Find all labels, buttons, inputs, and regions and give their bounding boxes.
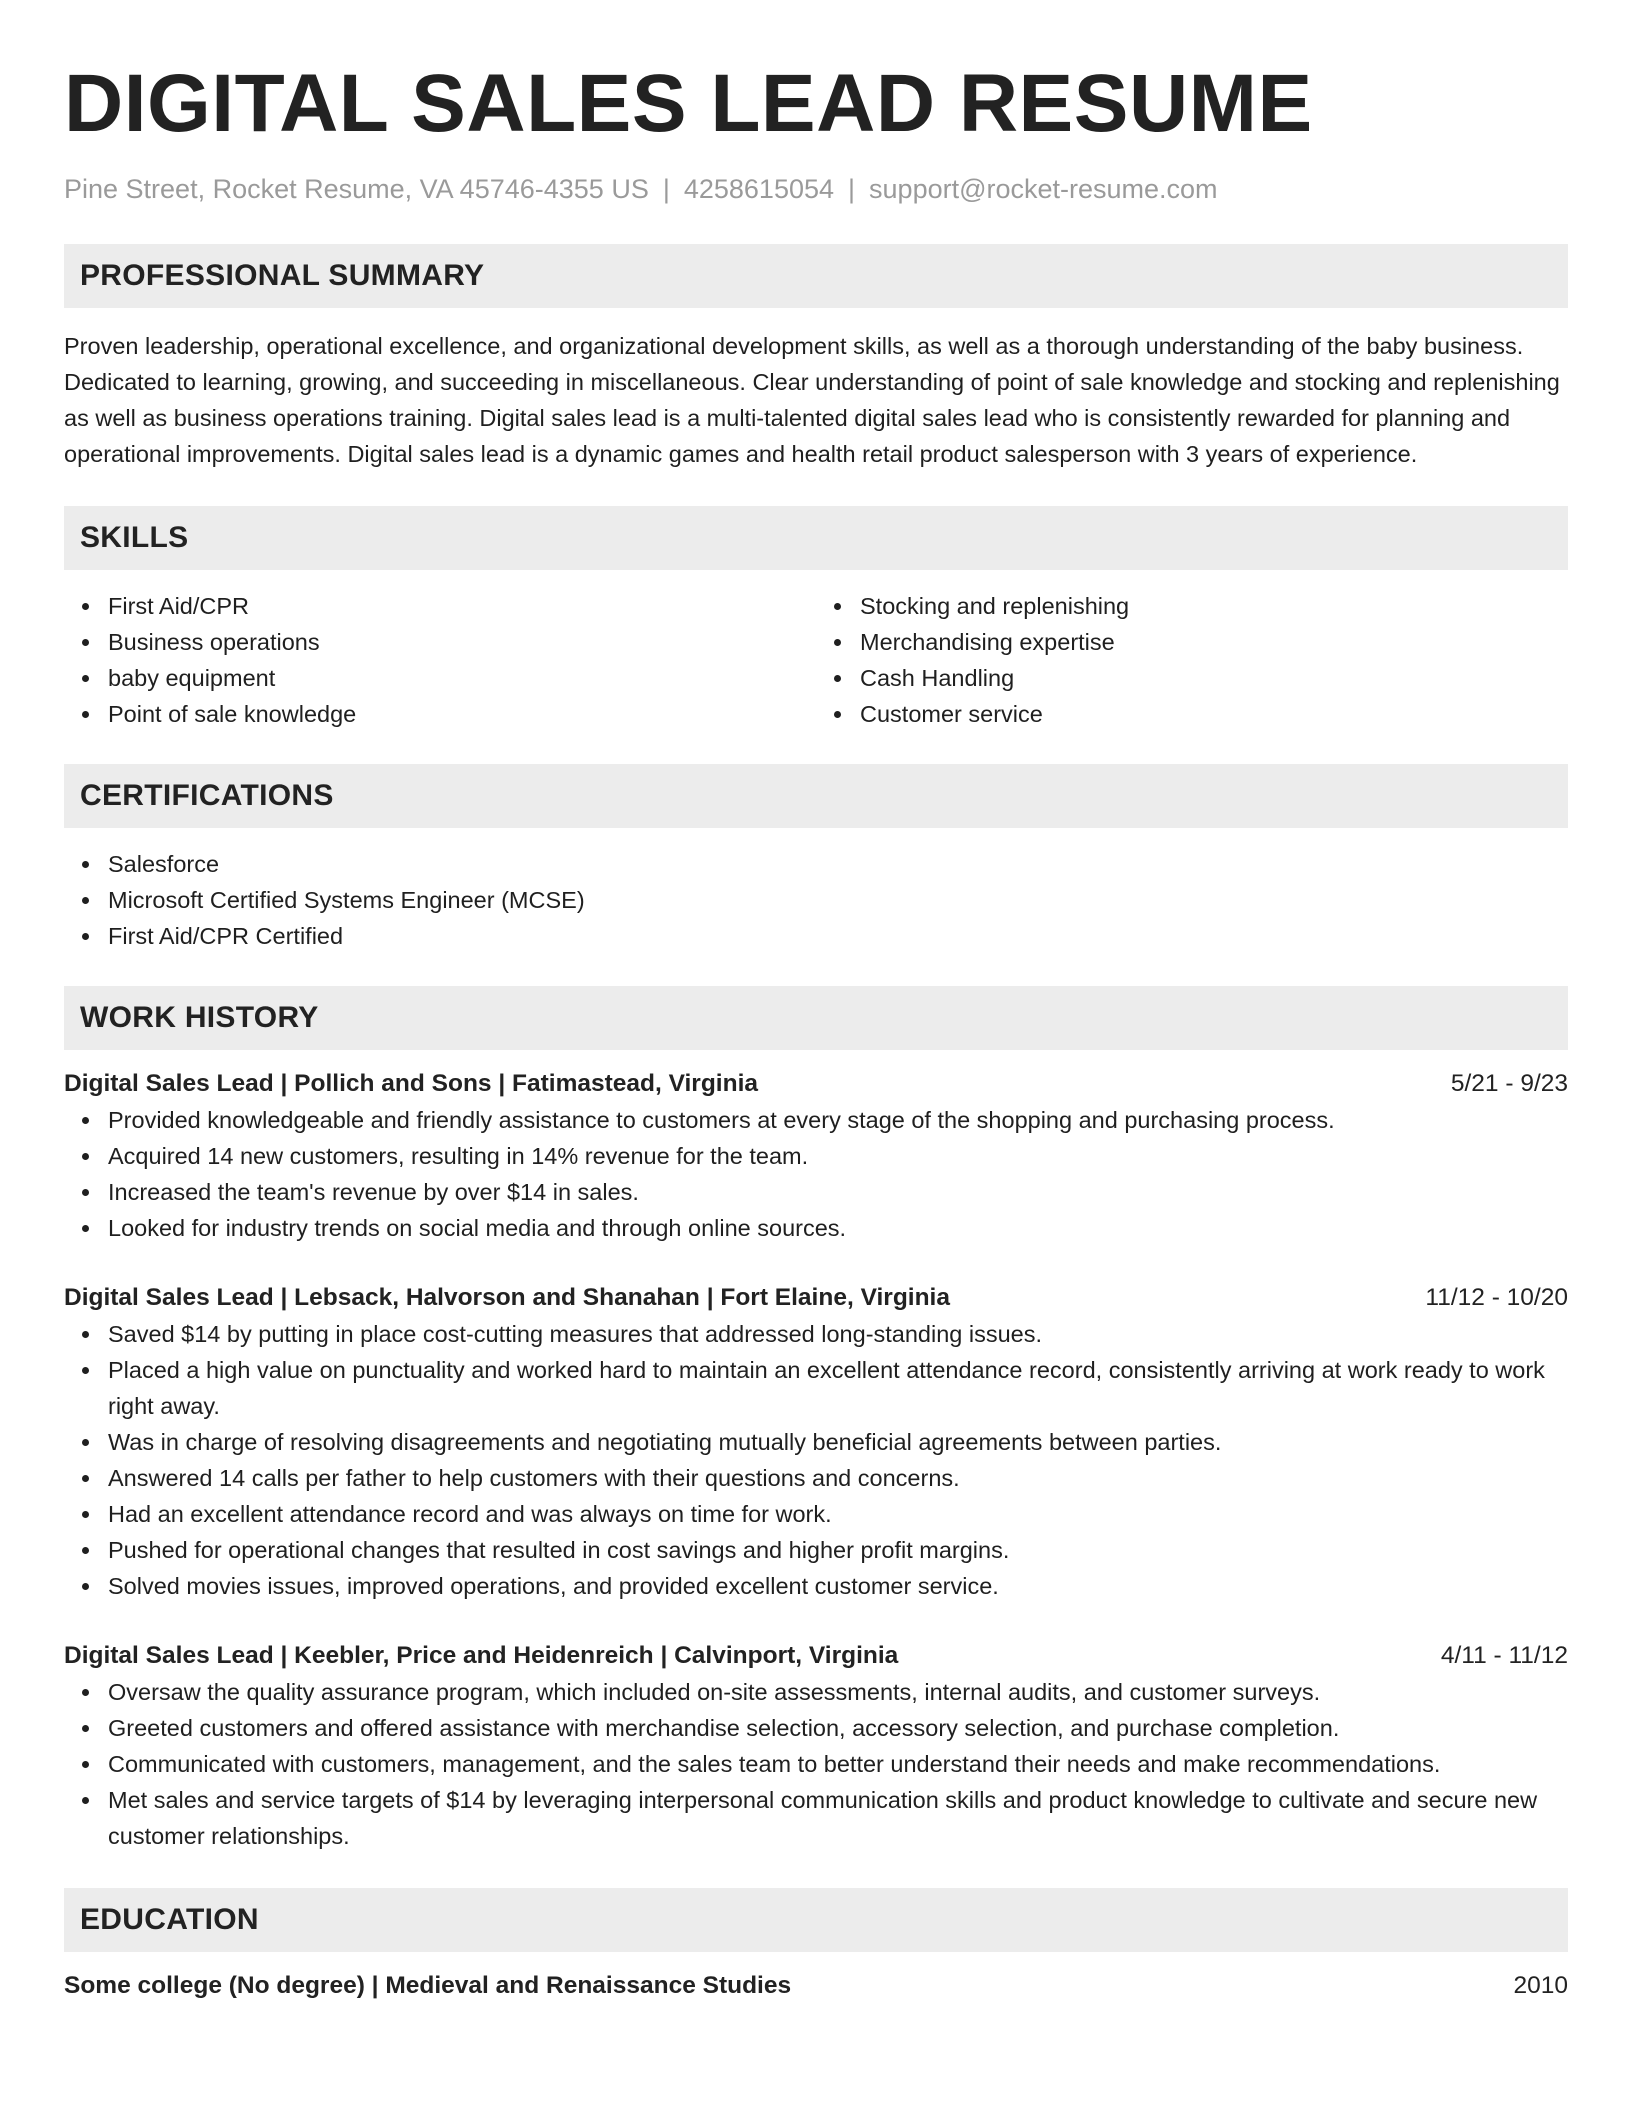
job-bullet: Increased the team's revenue by over $14 in sales. — [108, 1174, 1568, 1210]
job-bullet: Provided knowledgeable and friendly assistance to customers at every stage of the shopping and purchasing process. — [108, 1102, 1568, 1138]
job-header — [64, 1280, 1568, 1316]
summary-text: Proven leadership, operational excellence, and organizational development skills, as well as a thorough understanding of the baby business. Dedicated to learning, growing, and succeeding in miscellaneous. Clear understanding of point of sale knowledge and stocking and replenishing as well as business operations training. Digital sales lead is a multi-talented digital sales lead who is consistently rewarded for planning and operational improvements. Digital sales lead is a dynamic games and health retail product salesperson with 3 years of experience. — [64, 333, 1560, 467]
skills-section-header — [64, 506, 1568, 570]
education-year: 2010 — [1513, 1972, 1568, 1999]
education-heading: EDUCATION — [80, 1903, 259, 1936]
job-entry — [64, 1638, 1568, 1854]
certification-item: Microsoft Certified Systems Engineer (MCSE) — [108, 882, 1568, 918]
education-title: Some college (No degree) | Medieval and Renaissance Studies — [64, 1972, 792, 1999]
work-history-heading: WORK HISTORY — [80, 1001, 319, 1034]
job-title: Digital Sales Lead | Lebsack, Halvorson and Shanahan | Fort Elaine, Virginia — [64, 1284, 950, 1311]
skill-item: First Aid/CPR — [108, 588, 816, 624]
skills-grid — [64, 588, 1568, 732]
skills-heading: SKILLS — [80, 521, 189, 554]
job-dates: 11/12 - 10/20 — [1425, 1284, 1568, 1311]
skill-item: baby equipment — [108, 660, 816, 696]
summary-section-header — [64, 244, 1568, 308]
job-entry — [64, 1066, 1568, 1246]
skill-item: Business operations — [108, 624, 816, 660]
job-header — [64, 1638, 1568, 1674]
job-dates: 4/11 - 11/12 — [1440, 1642, 1568, 1669]
skill-item: Stocking and replenishing — [860, 588, 1568, 624]
summary-heading: PROFESSIONAL SUMMARY — [80, 259, 485, 292]
contact-separator: | — [662, 174, 670, 204]
certifications-heading: CERTIFICATIONS — [80, 779, 334, 812]
job-bullet: Answered 14 calls per father to help customers with their questions and concerns. — [108, 1460, 1568, 1496]
contact-phone: 4258615054 — [683, 174, 835, 204]
job-bullet: Pushed for operational changes that resulted in cost savings and higher profit margins. — [108, 1532, 1568, 1568]
resume-title: DIGITAL SALES LEAD RESUME — [64, 58, 1313, 149]
job-header — [64, 1066, 1568, 1102]
job-bullet: Was in charge of resolving disagreements and negotiating mutually beneficial agreements between parties. — [108, 1424, 1568, 1460]
skill-item: Point of sale knowledge — [108, 696, 816, 732]
education-section-header — [64, 1888, 1568, 1952]
job-bullet: Oversaw the quality assurance program, which included on-site assessments, internal audits, and customer surveys. — [108, 1674, 1568, 1710]
job-dates: 5/21 - 9/23 — [1450, 1070, 1568, 1097]
job-bullet: Acquired 14 new customers, resulting in 14% revenue for the team. — [108, 1138, 1568, 1174]
job-bullet: Placed a high value on punctuality and worked hard to maintain an excellent attendance record, consistently arriving at work ready to work right away. — [108, 1352, 1568, 1424]
resume-page — [64, 0, 1568, 2004]
education-header — [64, 1968, 1568, 2004]
job-bullet: Saved $14 by putting in place cost-cutting measures that addressed long-standing issues. — [108, 1316, 1568, 1352]
contact-address: Pine Street, Rocket Resume, VA 45746-4355 US — [64, 174, 649, 204]
job-bullet: Communicated with customers, management, and the sales team to better understand their needs and make recommendations. — [108, 1746, 1568, 1782]
certifications-section-header — [64, 764, 1568, 828]
skill-item: Merchandising expertise — [860, 624, 1568, 660]
certification-item: Salesforce — [108, 846, 1568, 882]
job-bullets — [64, 1316, 1568, 1604]
skill-item: Cash Handling — [860, 660, 1568, 696]
job-bullets — [64, 1102, 1568, 1246]
contact-email: support@rocket-resume.com — [869, 174, 1218, 204]
job-bullet: Met sales and service targets of $14 by leveraging interpersonal communication skills and product knowledge to cultivate and secure new customer relationships. — [108, 1782, 1568, 1854]
work-history-section-header — [64, 986, 1568, 1050]
job-bullet: Had an excellent attendance record and was always on time for work. — [108, 1496, 1568, 1532]
job-title: Digital Sales Lead | Keebler, Price and Heidenreich | Calvinport, Virginia — [64, 1642, 899, 1669]
job-entry — [64, 1280, 1568, 1604]
contact-line — [64, 172, 1568, 206]
skills-list-left — [64, 588, 816, 732]
certifications-list — [64, 846, 1568, 954]
skill-item: Customer service — [860, 696, 1568, 732]
certification-item: First Aid/CPR Certified — [108, 918, 1568, 954]
job-bullet: Greeted customers and offered assistance with merchandise selection, accessory selection, and purchase completion. — [108, 1710, 1568, 1746]
job-title: Digital Sales Lead | Pollich and Sons | Fatimastead, Virginia — [64, 1070, 759, 1097]
job-bullet: Solved movies issues, improved operations, and provided excellent customer service. — [108, 1568, 1568, 1604]
education-entry — [64, 1968, 1568, 2004]
job-bullets — [64, 1674, 1568, 1854]
skills-list-right — [816, 588, 1568, 732]
contact-separator: | — [848, 174, 856, 204]
job-bullet: Looked for industry trends on social media and through online sources. — [108, 1210, 1568, 1246]
